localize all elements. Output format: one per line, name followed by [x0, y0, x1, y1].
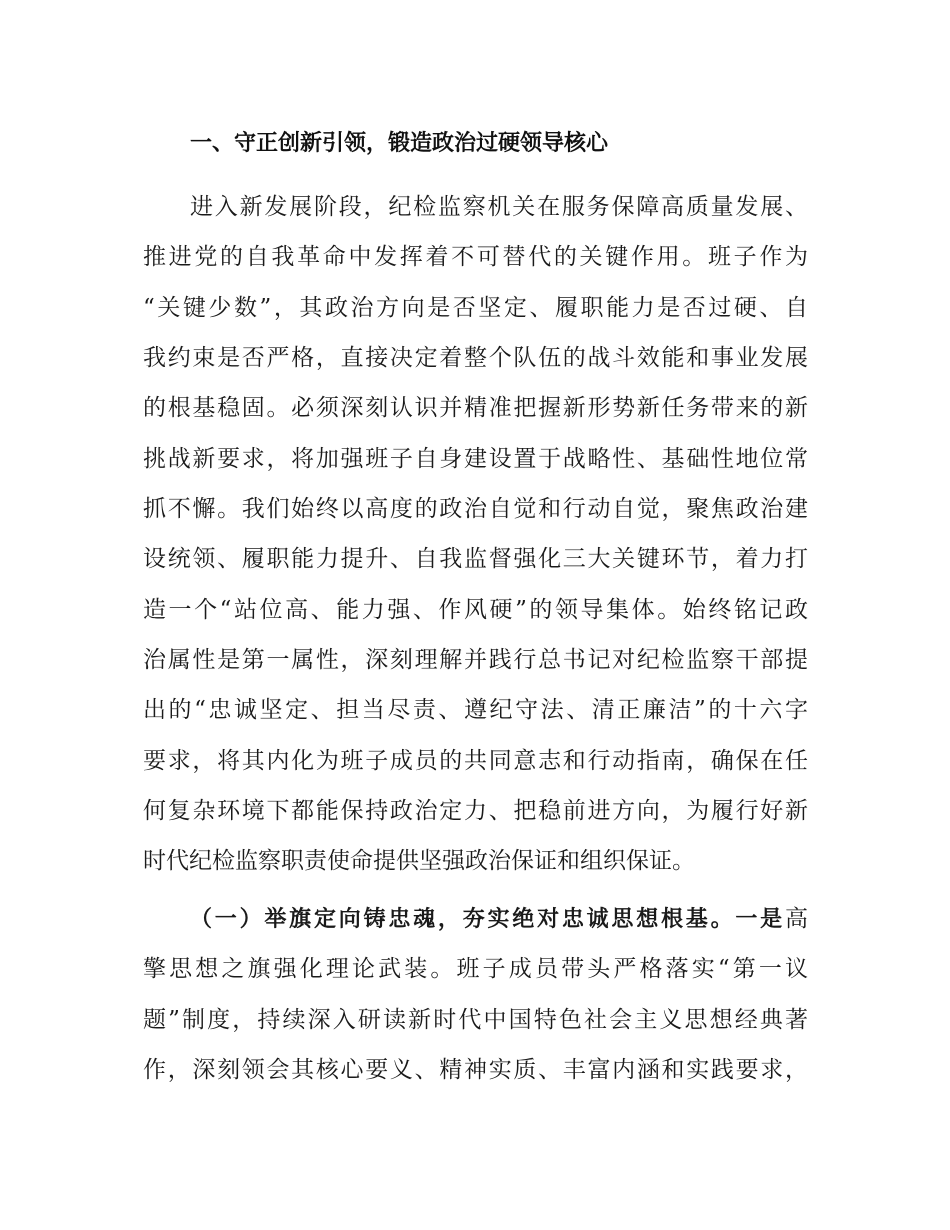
paragraph-line: 造一个“站位高、能力强、作风硬”的领导集体。始终铭记政 — [143, 597, 808, 623]
paragraph-line — [190, 899, 808, 939]
paragraph-line: 出的“忠诚坚定、担当尽责、遵纪守法、清正廉洁”的十六字 — [143, 697, 808, 723]
paragraph-line: 何复杂环境下都能保持政治定力、把稳前进方向，为履行好新 — [143, 798, 808, 824]
paragraph-line: 推进党的自我革命中发挥着不可替代的关键作用。班子作为 — [143, 244, 808, 270]
paragraph-line: 抓不懈。我们始终以高度的政治自觉和行动自觉，聚焦政治建 — [143, 496, 808, 522]
enumeration-bold: 一是 — [735, 907, 785, 932]
subheading-bold: （一）举旗定向铸忠魂，夯实绝对忠诚思想根基。 — [190, 907, 736, 932]
paragraph-line: 题”制度，持续深入研读新时代中国特色社会主义思想经典著 — [143, 1007, 808, 1033]
paragraph-line: 挑战新要求，将加强班子自身建设置于战略性、基础性地位常 — [143, 446, 808, 472]
paragraph-line: “关键少数”，其政治方向是否坚定、履职能力是否过硬、自 — [143, 295, 808, 321]
paragraph-line: 设统领、履职能力提升、自我监督强化三大关键环节，着力打 — [143, 546, 808, 572]
paragraph-line: 时代纪检监察职责使命提供坚强政治保证和组织保证。 — [143, 848, 695, 874]
paragraph-line: 进入新发展阶段，纪检监察机关在服务保障高质量发展、 — [190, 194, 808, 220]
paragraph-line: 要求，将其内化为班子成员的共同意志和行动指南，确保在任 — [143, 748, 808, 774]
paragraph-line: 治属性是第一属性，深刻理解并践行总书记对纪检监察干部提 — [143, 647, 808, 673]
paragraph-line: 的根基稳固。必须深刻认识并精准把握新形势新任务带来的新 — [143, 395, 808, 421]
line-text: 高 — [784, 906, 808, 932]
paragraph-line: 我约束是否严格，直接决定着整个队伍的战斗效能和事业发展 — [143, 345, 808, 371]
section-heading: 一、守正创新引领，锻造政治过硬领导核心 — [190, 131, 609, 156]
paragraph-line: 擎思想之旗强化理论武装。班子成员带头严格落实“第一议 — [143, 956, 808, 982]
paragraph-line: 作，深刻领会其核心要义、精神实质、丰富内涵和实践要求， — [143, 1057, 808, 1083]
